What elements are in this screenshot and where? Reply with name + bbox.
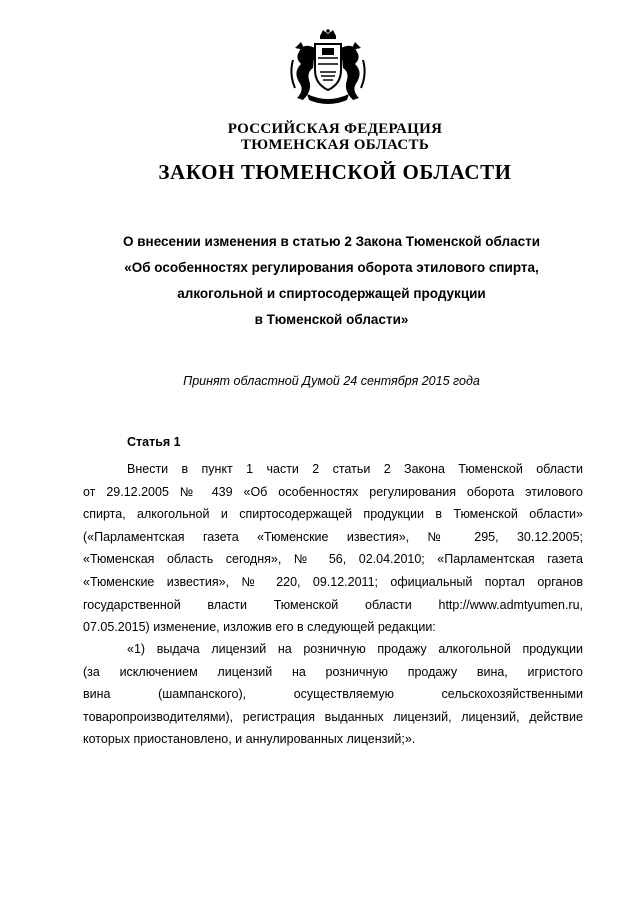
- law-subject-title: [80, 229, 583, 333]
- adoption-note: Принят областной Думой 24 сентября 2015 года: [183, 374, 480, 388]
- paragraph-line: от 29.12.2005 № 439 «Об особенностях регулирования оборота этилового: [83, 484, 583, 499]
- paragraph-line: (за исключением лицензий на розничную продажу вина, игристого: [83, 664, 583, 679]
- paragraph-line: спирта, алкогольной и спиртосодержащей продукции в Тюменской области»: [83, 507, 583, 522]
- region-heading: ТЮМЕНСКАЯ ОБЛАСТЬ: [240, 137, 430, 153]
- paragraph-line: 07.05.2015) изменение, изложив его в следующей редакции:: [83, 620, 436, 635]
- federation-heading: РОССИЙСКАЯ ФЕДЕРАЦИЯ: [227, 121, 443, 137]
- coat-of-arms-icon: [285, 28, 371, 106]
- paragraph-line: вина (шампанского), осуществляемую сельскохозяйственными: [83, 687, 583, 702]
- paragraph-line: товаропроизводителями), регистрация выданных лицензий, лицензий, действие: [83, 709, 583, 724]
- title-line: в Тюменской области»: [254, 312, 409, 327]
- article-paragraph-1: [83, 458, 583, 639]
- title-line: «Об особенностях регулирования оборота этилового спирта,: [124, 260, 539, 275]
- title-line: алкогольной и спиртосодержащей продукции: [177, 286, 486, 301]
- paragraph-line: «Тюменские известия», № 220, 09.12.2011; официальный портал органов: [83, 574, 583, 589]
- law-title-heading: ЗАКОН ТЮМЕНСКОЙ ОБЛАСТИ: [158, 160, 512, 184]
- paragraph-line: государственной власти Тюменской области http://www.admtyumen.ru,: [83, 597, 583, 612]
- paragraph-line: «1) выдача лицензий на розничную продажу алкогольной продукции: [127, 642, 583, 656]
- title-line: О внесении изменения в статью 2 Закона Тюменской области: [123, 234, 540, 249]
- paragraph-line: Внести в пункт 1 части 2 статьи 2 Закона Тюменской области: [127, 462, 583, 476]
- paragraph-line: («Парламентская газета «Тюменские известия», № 295, 30.12.2005;: [83, 529, 583, 544]
- paragraph-line: которых приостановлено, и аннулированных лицензий;».: [83, 732, 416, 747]
- article-paragraph-2: [83, 638, 583, 751]
- article-heading: Статья 1: [127, 435, 181, 449]
- paragraph-line: «Тюменская область сегодня», № 56, 02.04.2010; «Парламентская газета: [83, 552, 583, 567]
